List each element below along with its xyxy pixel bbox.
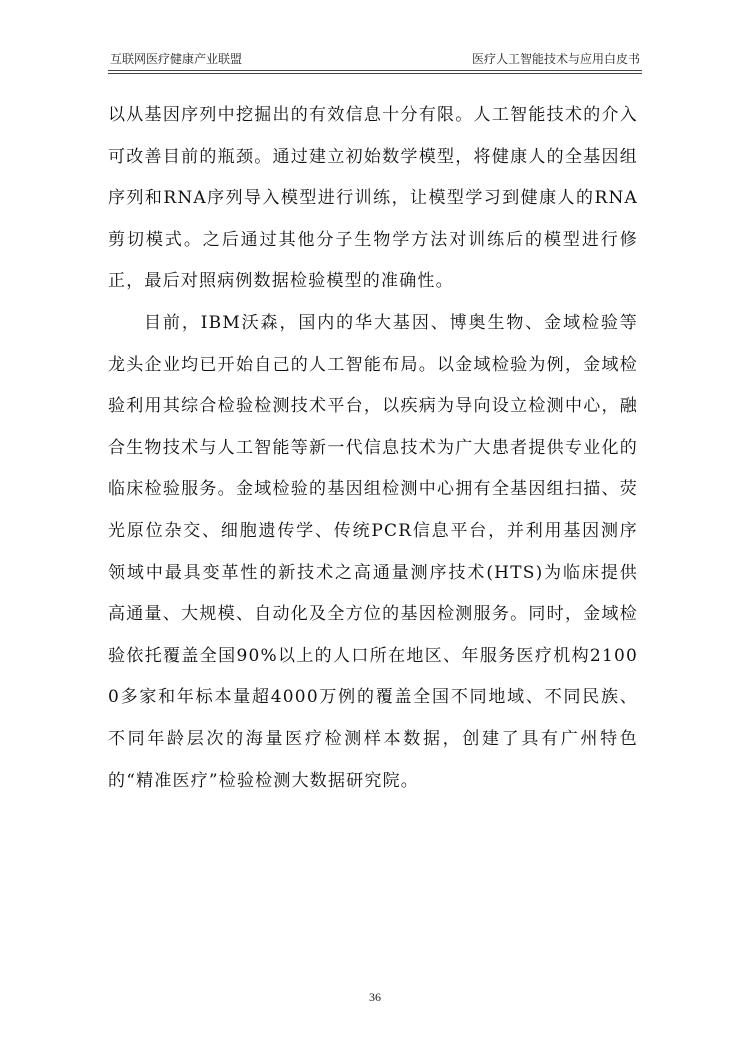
- page-number: 36: [369, 990, 381, 1004]
- header-rule-secondary: [108, 73, 642, 74]
- header-organization: 互联网医疗健康产业联盟: [110, 52, 243, 66]
- paragraph-ai-layout: 目前，IBM沃森，国内的华大基因、博奥生物、金域检验等龙头企业均已开始自己的人工智能布局。以金域检验为例，金域检验利用其综合检验检测技术平台，以疾病为导向设立检测中心，融合生物技术与人工智能等新一代信息技术为广大患者提供专业化的临床检验服务。金域检验的基因组检测中心拥有全基因组扫描、荧光原位杂交、细胞遗传学、传统PCR信息平台，并利用基因测序领域中最具变革性的新技术之高通量测序技术(HTS)为临床提供高通量、大规模、自动化及全方位的基因检测服务。同时，金域检验依托覆盖全国90%以上的人口所在地区、年服务医疗机构21000多家和年标本量超4000万例的覆盖全国不同地域、不同民族、不同年龄层次的海量医疗检测样本数据，创建了具有广州特色的“精准医疗”检验检测大数据研究院。: [108, 312, 638, 791]
- header-rule: [108, 70, 642, 71]
- header-document-title: 医疗人工智能技术与应用白皮书: [471, 52, 640, 66]
- paragraph-continued: 以从基因序列中挖掘出的有效信息十分有限。人工智能技术的介入可改善目前的瓶颈。通过建立初始数学模型，将健康人的全基因组序列和RNA序列导入模型进行训练，让模型学习到健康人的RNA剪切模式。之后通过其他分子生物学方法对训练后的模型进行修正，最后对照病例数据检验模型的准确性。: [108, 105, 638, 292]
- page-header: [110, 50, 640, 72]
- body-text: [108, 95, 638, 802]
